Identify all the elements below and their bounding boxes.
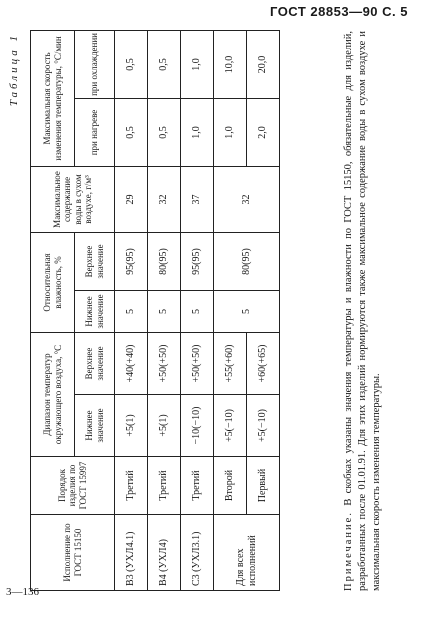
cell-hum-high: 95(95) — [181, 232, 214, 290]
cell-hum-high-merged: 80(95) — [214, 232, 280, 290]
table-caption: Таблица 1 — [8, 33, 20, 107]
cell-hum-low: 5 — [115, 290, 148, 332]
page-header: ГОСТ 28853—90 С. 5 — [270, 4, 408, 19]
cell-temp-low: +5(−10) — [214, 395, 247, 457]
cell-abs-water-merged: 32 — [214, 166, 280, 232]
cell-temp-high: +50(+50) — [181, 332, 214, 394]
cell-temp-high: +50(+50) — [148, 332, 181, 394]
cell-hum-low-merged: 5 — [214, 290, 280, 332]
cell-abs-water: 32 — [148, 166, 181, 232]
climate-table — [30, 30, 280, 591]
cell-temp-high: +55(+60) — [214, 332, 247, 394]
header-hum-low: Нижнее значение — [75, 290, 115, 332]
header-order: Порядок изделия по ГОСТ 15997 — [31, 457, 115, 515]
header-execution: Исполнение по ГОСТ 15150 — [31, 515, 115, 591]
cell-rate-cool: 0,5 — [115, 30, 148, 98]
cell-rate-heat: 2,0 — [247, 98, 280, 166]
cell-hum-low: 5 — [181, 290, 214, 332]
cell-hum-high: 80(95) — [148, 232, 181, 290]
cell-execution: С3 (УХЛ3.1) — [181, 515, 214, 591]
header-temp-range: Диапазон температур окружающего воздуха, °С — [31, 332, 75, 456]
cell-hum-low: 5 — [148, 290, 181, 332]
note-text: В скобках указаны значения температуры и влажности по ГОСТ 15150, обязательные для изделий, разработанных после 01.01.91. Для этих изделий нормируются также максимальное содержание воды в сухом воздухе и максимальная скорость изменения температуры. — [343, 31, 383, 591]
header-hum-high: Верхнее значение — [75, 232, 115, 290]
table-row — [115, 30, 148, 590]
cell-execution: В3 (УХЛ4.1) — [115, 515, 148, 591]
cell-order: Второй — [214, 457, 247, 515]
cell-rate-heat: 1,0 — [181, 98, 214, 166]
cell-execution: В4 (УХЛ4) — [148, 515, 181, 591]
cell-rate-heat: 1,0 — [214, 98, 247, 166]
cell-temp-low: +5(1) — [115, 395, 148, 457]
cell-temp-high: +60(+65) — [247, 332, 280, 394]
note-lead: Примечание. — [343, 511, 354, 591]
cell-temp-low: +5(1) — [148, 395, 181, 457]
header-humidity: Относительная влажность, % — [31, 232, 75, 332]
header-temp-low: Нижнее значение — [75, 395, 115, 457]
cell-rate-cool: 20,0 — [247, 30, 280, 98]
cell-temp-low: −10(−10) — [181, 395, 214, 457]
header-temp-high: Верхнее значение — [75, 332, 115, 394]
cell-rate-heat: 0,5 — [115, 98, 148, 166]
cell-order: Третий — [181, 457, 214, 515]
table-note — [342, 31, 385, 591]
cell-order: Третий — [115, 457, 148, 515]
page-number: 3—136 — [6, 586, 39, 598]
cell-rate-cool: 0,5 — [148, 30, 181, 98]
cell-abs-water: 29 — [115, 166, 148, 232]
table-row — [148, 30, 181, 590]
header-rate: Максимальная скорость изменения температуры, °С/мин — [31, 30, 75, 166]
header-abs-water: Максимальное содержание воды в сухом воздухе, г/м³ — [31, 166, 115, 232]
header-rate-heat: при нагреве — [75, 98, 115, 166]
rotated-table-frame — [8, 31, 412, 591]
cell-rate-cool: 1,0 — [181, 30, 214, 98]
cell-temp-high: +40(+40) — [115, 332, 148, 394]
table-row — [181, 30, 214, 590]
header-rate-cool: при охлаждении — [75, 30, 115, 98]
cell-hum-high: 95(95) — [115, 232, 148, 290]
cell-execution-all: Для всех исполнений — [214, 515, 280, 591]
cell-abs-water: 37 — [181, 166, 214, 232]
cell-rate-cool: 10,0 — [214, 30, 247, 98]
cell-order: Первый — [247, 457, 280, 515]
cell-temp-low: +5(−10) — [247, 395, 280, 457]
cell-rate-heat: 0,5 — [148, 98, 181, 166]
cell-order: Третий — [148, 457, 181, 515]
table-row — [214, 30, 247, 590]
